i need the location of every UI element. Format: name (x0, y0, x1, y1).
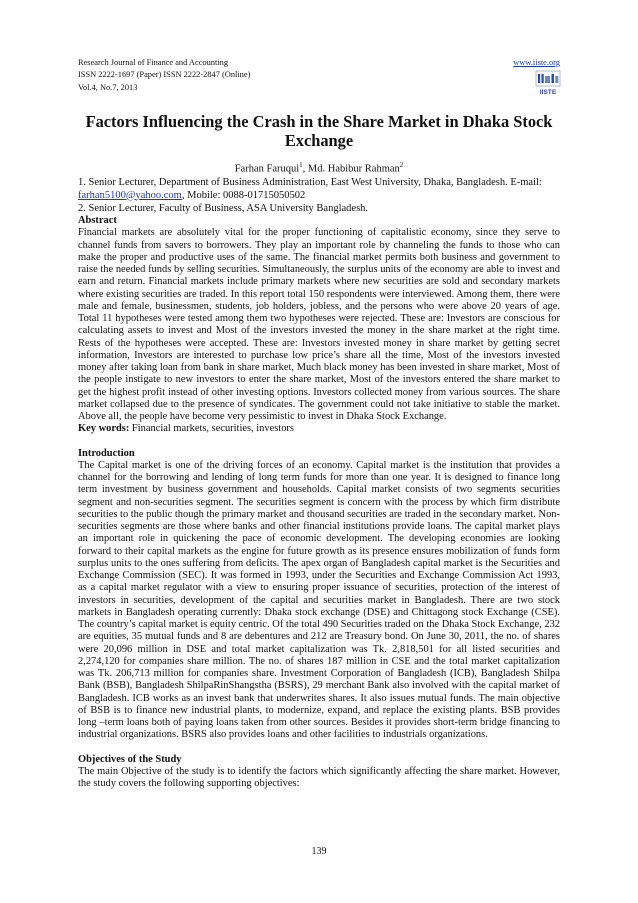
objectives-text: The main Objective of the study is to identify the factors which significantly affecting the share market. However, the study covers the following supporting objectives: (78, 765, 560, 789)
affiliation-1: 1. Senior Lecturer, Department of Business Administration, East West University, Dhaka, Bangladesh. E-mail: (78, 176, 542, 188)
author-1-sup: 1 (299, 161, 303, 169)
paper-body (78, 215, 560, 790)
introduction-heading: Introduction (78, 447, 135, 459)
journal-name: Research Journal of Finance and Accounting (78, 58, 229, 67)
keywords-text: Financial markets, securities, investors (129, 423, 294, 435)
objectives-heading: Objectives of the Study (78, 753, 182, 765)
section-gap (78, 742, 560, 754)
logo-text: IISTE (539, 89, 557, 96)
keywords-label: Key words: (78, 423, 130, 435)
author-mobile: , Mobile: 0088-01715050502 (181, 189, 306, 201)
section-gap (78, 436, 560, 448)
page-number: 139 (311, 846, 327, 857)
keywords-line (78, 423, 560, 435)
introduction-text: The Capital market is one of the driving forces of an economy. Capital market is the institution that provides a channel for the borrowing and lending of long term funds for more than one year. It is designed to finance long term investment by business government and households. Capital market consists of two segments securities segment and non-securities segment. The securities segment is concern with the process by which firm distribute securities to the public though the primary market and thousand securities are traded in the secondary market. Non-securities segments are those where banks and other financial institutions provide loans. The capital market plays an important role in quickening the pace of economic development. The developing economies are looking forward to their capital markets as the engine for future growth as its presence ensures mobilization of funds form surplus units to the ones suffering from deficits. The apex organ of Bangladesh capital market is the Securities and Exchange Commission (SEC). It was formed in 1993, under the Securities and Exchange Commission Act 1993, as a capital market regulator with a view to ensuring proper issuance of securities, protection of the interest of investors in securities, development of the capital and securities market in Bangladesh. There are two stock markets in Bangladesh operating currently: Dhaka stock exchange (DSE) and Chittagong stock Exchange (CSE). The country’s capital market is equity centric. Of the total 490 Securities traded on the Dhaka Stock Exchange, 232 are equities, 35 mutual funds and 8 are debentures and 212 are Treasury bond. On June 30, 2011, the no. of shares were 20,096 million in DSE and total market capitalization was Tk. 2,818,501 for all listed securities and 2,274,120 for companies share million. The no. of shares 187 million in CSE and the total market capitalization was Tk. 206,713 million for companies share. Investment Corporation of Bangladesh (ICB), Bangladesh Shilpa Bank (BSB), Bangladesh ShilpaRinShangstha (BSRS), 29 merchant Bank also involved with the capital market of Bangladesh. ICB works as an invest bank that underwrites shares. It also issues mutual funds. The main objective of BSB is to finance new industrial plants, to modernize, expand, and replace the existing plants. BSB provides long –term loans both of paying loans taken from other sources. Besides it provides short-term bridge financing to industrial organizations. BSRS also provides loans and other facilities to industrials organizations. (78, 459, 560, 741)
author-names (78, 159, 560, 176)
affiliation-2: 2. Senior Lecturer, Faculty of Business, ASA University Bangladesh. (78, 202, 369, 214)
paper-title: Factors Influencing the Crash in the Share Market in Dhaka Stock Exchange (85, 112, 553, 150)
author-block (78, 159, 560, 215)
journal-header (78, 57, 560, 94)
contact-line (78, 189, 560, 202)
journal-url-link[interactable]: www.iiste.org (513, 58, 560, 67)
author-1: Farhan Faruqui (234, 163, 300, 175)
journal-issn: ISSN 2222-1697 (Paper) ISSN 2222-2847 (Online) (78, 70, 251, 80)
abstract-heading: Abstract (78, 215, 117, 226)
journal-volume: Vol.4, No.7, 2013 (78, 82, 138, 92)
author-email-link[interactable]: farhan5100@yahoo.com (78, 189, 182, 201)
author-2-sup: 2 (399, 161, 404, 169)
abstract-text: Financial markets are absolutely vital for the proper functioning of capitalistic economy, since they serve to channel funds from savers to borrowers. They play an important role by channeling the funds to those who can make the proper and productive uses of the same. The financial market permits both business and government to raise the needed funds by selling securities. Simultaneously, the surplus units of the economy are able to invest and earn and return. Financial markets include primary markets where new securities are sold and secondary markets where existing securities are traded. In this report total 150 respondents were interviewed. Among them, there were male and female, businessmen, students, job holders, jobless, and the persons who were above 20 years of age. Total 11 hypotheses were tested among them two hypotheses were rejected. These are: Investors are conscious for calculating assets to invest and Most of the investors invested the money in the share market at the right time. Rests of the hypotheses were accepted. These are: Investors invested money in share market by getting secret information, Investors are interested to purchase low price’s share all the time, Most of the investors invested money after taking loan from bank in share market, Much black money has been invested in share market, Most of the people instigate to new investors to enter the share market, Most of the investors entered the share market to get the highest profit instead of other investing options. Investors collected money from various sources. The share market collapsed due to the presence of syndicates. The government could not take initiative to stable the market. Above all, the people have become very pessimistic to invest in Dhaka Stock Exchange. (78, 227, 560, 422)
author-separator: , (302, 163, 308, 175)
author-2: Md. Habibur Rahman (307, 163, 400, 175)
iiste-logo (535, 70, 561, 96)
